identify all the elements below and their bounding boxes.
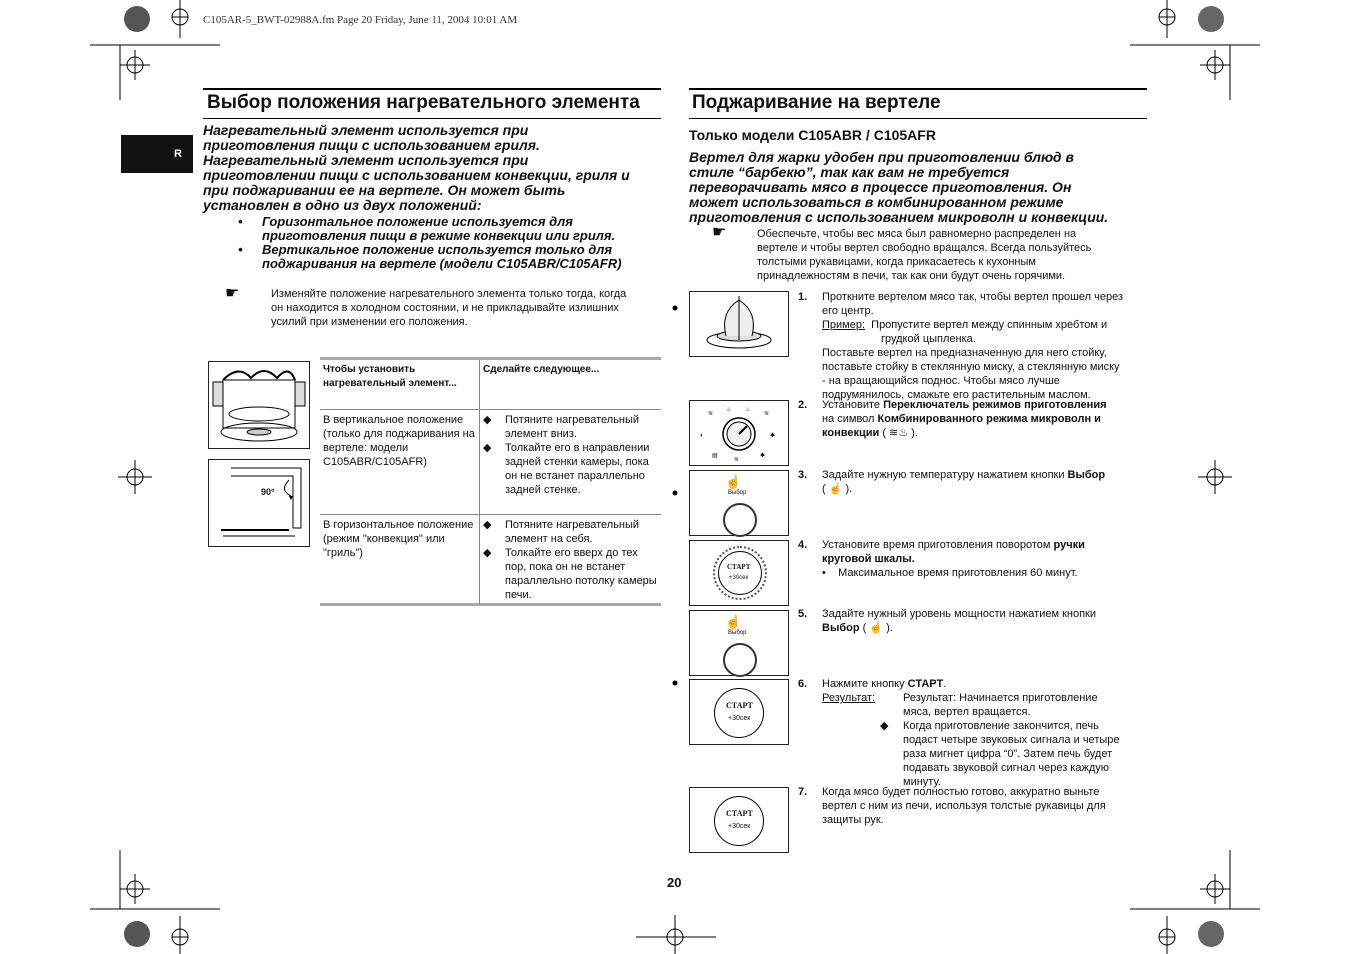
select-button-illustration: ☝ Выбор — [689, 610, 789, 676]
start-button-illustration: СТАРТ +30сек — [689, 787, 789, 853]
select-button-illustration: ☝ Выбор — [689, 470, 789, 536]
table-row: В горизонтальное положение (режим "конвекция" или "гриль") ◆ Потяните нагревательный элемент на себя. ◆ Толкайте его вверх до тех пор, пока он не встанет параллельно потолку камеры печи. — [320, 515, 661, 606]
svg-text:♨: ♨ — [726, 407, 732, 413]
table-row: В вертикальное положение (только для поджаривания на вертеле: модели C105ABR/C105AFR) ◆ Потяните нагревательный элемент вниз. ◆ Толкайте его в направлении задней стенки камеры, пока он не встанет параллельно задней стенке. — [320, 410, 661, 515]
step-7: 7. Когда мясо будет полностью готово, аккуратно выньте вертел с ним из печи, используя толстые рукавицы для защиты рук. — [798, 786, 1106, 826]
svg-text:♨: ♨ — [745, 407, 751, 413]
step-1: 1. Проткните вертелом мясо так, чтобы вертел прошел через его центр. Пример: Пропустите вертел между спинным хребтом и грудкой цыпленка. Поставьте вертел на предназначенную для него стойку, поставьте стойку в стеклянную миску, а стеклянную миску - на вращающийся поднос. Чтобы мясо лучше подрумянилось, смажьте его растительным маслом. — [798, 291, 1124, 401]
right-title: Поджаривание на вертеле — [692, 92, 941, 113]
mode-dial-illustration — [689, 400, 789, 466]
dial-knob-illustration: СТАРТ +30сек — [689, 540, 789, 606]
table-header-position: Чтобы установить нагревательный элемент... — [320, 360, 480, 410]
note-hand-icon: ☛ — [712, 224, 727, 241]
step-3: 3. Задайте нужную температуру нажатием кнопки Выбор ( ☝ ). — [798, 469, 1106, 495]
element-angle-illustration — [208, 459, 310, 547]
element-position-table — [320, 360, 661, 605]
spit-illustration — [689, 291, 789, 357]
select-hand-icon: ☝ — [869, 622, 884, 634]
left-intro: Нагревательный элемент используется при приготовления пищи с использованием гриля. Нагревательный элемент используется при приготовлении пищи с использованием конвекции, гриля и при поджаривании ее на вертеле. Он может быть установлен в одно из двух положений: — [203, 122, 630, 213]
file-header: C105AR-5_BWT-02988A.fm Page 20 Friday, June 11, 2004 10:01 AM — [203, 14, 518, 26]
svg-text:✱: ✱ — [770, 433, 776, 439]
left-note: Изменяйте положение нагревательного элемента только тогда, когда он находится в холодном состоянии, и не прикладывайте излишних усилий при изменении его положения. — [271, 288, 627, 328]
note-hand-icon: ☛ — [225, 285, 240, 302]
right-subtitle: Только модели C105ABR / C105AFR — [689, 127, 936, 143]
left-title: Выбор положения нагревательного элемента — [207, 92, 640, 113]
svg-text:✱: ✱ — [760, 453, 766, 459]
start-button-illustration: СТАРТ +30сек — [689, 679, 789, 745]
step-4: 4. Установите время приготовления поворотом ручки круговой шкалы. • Максимальное время приготовления 60 минут. — [798, 539, 1085, 579]
step-5: 5. Задайте нужный уровень мощности нажатием кнопки Выбор ( ☝ ). — [798, 608, 1097, 634]
select-hand-icon: ☝ — [828, 483, 843, 495]
left-bullets: • Горизонтальное положение используется для приготовления пищи в режиме конвекции или гриля. • Вертикальное положение используется только для поджаривания на вертеле (модели C105ABR/C105AFR) — [238, 214, 622, 271]
svg-text:▤: ▤ — [712, 453, 718, 459]
language-tab — [121, 135, 193, 173]
oven-interior-illustration — [208, 361, 310, 449]
svg-text:◐: ◐ — [700, 433, 704, 439]
right-note: Обеспечьте, чтобы вес мяса был равномерно распределен на вертеле и чтобы вертел свободно вращался. Всегда пользуйтесь толстыми рукавицами, когда прикасаетесь к кухонным принадлежностям в печи, так как они будут очень горячими. — [757, 228, 1092, 282]
table-header-action: Сделайте следующее... — [483, 364, 600, 375]
svg-text:≋: ≋ — [708, 411, 714, 417]
page-number: 20 — [667, 875, 682, 890]
svg-text:≋: ≋ — [764, 411, 770, 417]
combi-mode-icon: ≋♨ — [889, 427, 909, 439]
right-intro: Вертел для жарки удобен при приготовлении блюд в стиле “барбекю”, так как вам не требуется переворачивать мясо в процессе приготовления. Он может использоваться в комбинированном режиме приготовления с использованием микроволн и конвекции. — [689, 149, 1109, 225]
step-6: 6. Нажмите кнопку СТАРТ. Результат: Результат: Начинается приготовление мяса, вертел вращается. ◆ Когда приготовление закончится, печь подаст четыре звуковых сигнала и четыре раза мигнет цифра “0”. Затем печь будет подавать звуковой сигнал через каждую минуту. — [798, 678, 1120, 788]
svg-text:≋: ≋ — [734, 457, 740, 463]
angle-label: 90° — [261, 487, 275, 497]
step-2: 2. Установите Переключатель режимов приготовления на символ Комбинированного режима микроволн и конвекции ( ≋♨ ). — [798, 399, 1107, 439]
language-tab-label: R — [174, 148, 182, 160]
